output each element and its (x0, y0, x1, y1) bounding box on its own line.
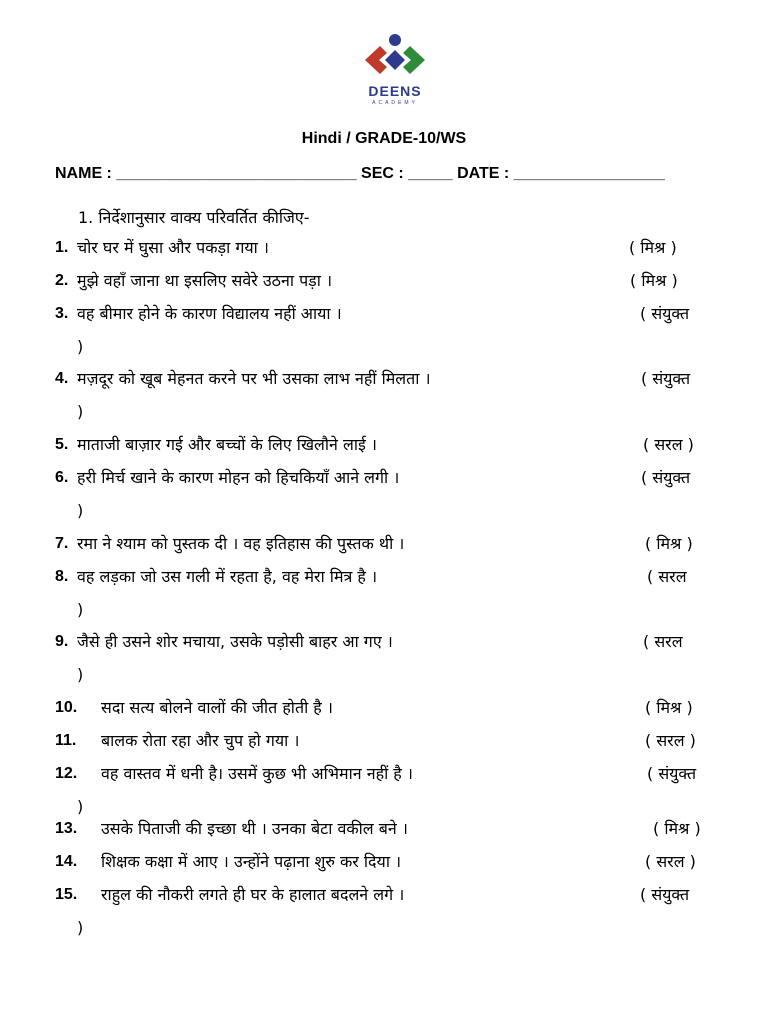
question-text: वह बीमार होने के कारण विद्यालय नहीं आया । (77, 304, 342, 323)
question-number: 6. (55, 469, 69, 486)
question-number: 13. (55, 820, 78, 837)
question-text: वह वास्तव में धनी है। उसमें कुछ भी अभिमान नहीं है । (101, 764, 413, 783)
answer-type-label: ( मिश्र ) (653, 819, 701, 838)
answer-type-closing: ) (77, 665, 84, 684)
answer-type-closing: ) (77, 337, 84, 356)
question-text: रमा ने श्याम को पुस्तक दी । वह इतिहास की पुस्तक थी । (77, 534, 405, 553)
question-number: 9. (55, 633, 69, 650)
question-number: 7. (55, 535, 69, 552)
answer-type-label: ( सरल ) (643, 435, 694, 454)
answer-type-closing: ) (77, 600, 84, 619)
answer-type-label: ( संयुक्त (640, 885, 690, 904)
answer-type-closing: ) (77, 797, 84, 816)
answer-type-label: ( संयुक्त (640, 304, 690, 323)
question-number: 8. (55, 568, 69, 585)
question-number: 11. (55, 732, 77, 749)
question-text: बालक रोता रहा और चुप हो गया । (101, 731, 300, 750)
answer-type-closing: ) (77, 918, 84, 937)
question-text: शिक्षक कक्षा में आए । उन्होंने पढ़ाना शुरु कर दिया । (101, 852, 402, 871)
answer-type-label: ( सरल ) (645, 731, 696, 750)
question-number: 1. (55, 239, 69, 256)
question-text: चोर घर में घुसा और पकड़ा गया । (77, 238, 269, 257)
question-number: 14. (55, 853, 78, 870)
brand-subtitle: ACADEMY (372, 100, 418, 106)
question-number: 12. (55, 765, 78, 782)
answer-type-label: ( सरल (643, 632, 683, 651)
answer-type-label: ( सरल ) (645, 852, 696, 871)
answer-type-closing: ) (77, 501, 84, 520)
answer-type-label: ( सरल (647, 567, 687, 586)
question-text: जैसे ही उसने शोर मचाया, उसके पड़ोसी बाहर आ गए । (77, 632, 393, 651)
question-number: 4. (55, 370, 69, 387)
answer-type-label: ( संयुक्त (647, 764, 697, 783)
brand-name: DEENS (368, 83, 422, 99)
question-number: 15. (55, 886, 78, 903)
question-text: वह लड़का जो उस गली में रहता है, वह मेरा मित्र है । (77, 567, 378, 586)
question-number: 5. (55, 436, 69, 453)
name-sec-date-line: NAME : ___________________________ SEC : _____ DATE : _________________ (55, 165, 665, 182)
answer-type-label: ( मिश्र ) (645, 698, 693, 717)
answer-type-label: ( मिश्र ) (630, 271, 678, 290)
answer-type-label: ( मिश्र ) (629, 238, 677, 257)
question-number: 2. (55, 272, 69, 289)
question-number: 10. (55, 699, 78, 716)
question-text: उसके पिताजी की इच्छा थी । उनका बेटा वकील बने । (101, 819, 408, 838)
answer-type-label: ( संयुक्त (641, 369, 691, 388)
answer-type-label: ( संयुक्त (641, 468, 691, 487)
question-text: हरी मिर्च खाने के कारण मोहन को हिचकियाँ आने लगी । (77, 468, 400, 487)
logo-emblem-icon (358, 32, 432, 82)
question-text: माताजी बाज़ार गई और बच्चों के लिए खिलौने लाई । (77, 435, 377, 454)
question-number: 3. (55, 305, 69, 322)
instruction-heading: 1. निर्देशानुसार वाक्य परिवर्तित कीजिए- (78, 208, 310, 227)
answer-type-closing: ) (77, 402, 84, 421)
question-text: सदा सत्य बोलने वालों की जीत होती है । (101, 698, 333, 717)
answer-type-label: ( मिश्र ) (645, 534, 693, 553)
question-text: राहुल की नौकरी लगते ही घर के हालात बदलने लगे । (101, 885, 405, 904)
worksheet-title: Hindi / GRADE-10/WS (301, 130, 467, 147)
question-text: मुझे वहाँ जाना था इसलिए सवेरे उठना पड़ा । (77, 271, 333, 290)
question-text: मज़दूर को खूब मेहनत करने पर भी उसका लाभ नहीं मिलता । (77, 369, 431, 388)
